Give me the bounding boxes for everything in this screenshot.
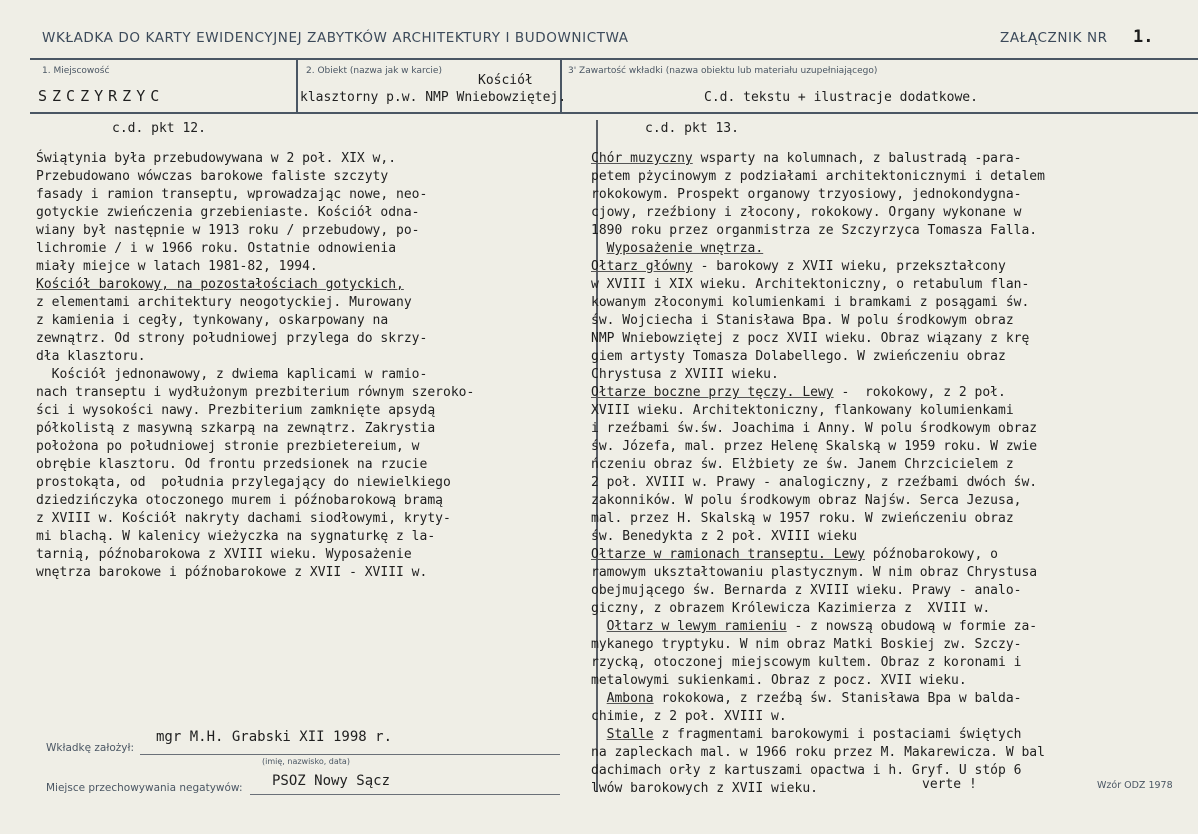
text-line: giczny, z obrazem Królewicza Kazimierza z XVIII w. bbox=[591, 601, 991, 616]
storage-label: Miejsce przechowywania negatywów: bbox=[46, 782, 243, 794]
attachment-number: 1. bbox=[1133, 27, 1154, 47]
text-line: dachimach orły z kartuszami opactwa i h. Gryf. U stóp 6 bbox=[591, 763, 1022, 778]
text-line: Chór muzyczny wsparty na kolumnach, z balustradą -para- bbox=[591, 151, 1022, 166]
text-line: fasady i ramion transeptu, wprowadzając nowe, neo- bbox=[36, 187, 428, 202]
form-id: Wzór ODZ 1978 bbox=[1097, 780, 1173, 791]
underlined-heading: Ambona bbox=[606, 691, 654, 706]
text-line: ramowym ukształtowaniu plastycznym. W nim obraz Chrystusa bbox=[591, 565, 1038, 580]
text-line: z kamienia i cegły, tynkowany, oskarpowany na bbox=[36, 313, 389, 328]
object-value-top: Kościół bbox=[478, 73, 533, 88]
text-line: dziedzińczyka otoczonego murem i późnobarokową bramą bbox=[36, 493, 443, 508]
text-line: Ambona rokokowa, z rzeźbą św. Stanisława Bpa w balda- bbox=[606, 691, 1022, 706]
text-line: ści i wysokości nawy. Prezbiterium zamknięte apsydą bbox=[36, 403, 436, 418]
right-column-heading: c.d. pkt 13. bbox=[645, 121, 739, 136]
text-line: mal. przez H. Skalską w 1957 roku. W zwieńczeniu obraz bbox=[591, 511, 1014, 526]
card-title: WKŁADKA DO KARTY EWIDENCYJNEJ ZABYTKÓW ARCHITEKTURY I BUDOWNICTWA bbox=[42, 30, 629, 46]
text-line: z XVIII w. Kościół nakryty dachami siodłowymi, kryty- bbox=[36, 511, 451, 526]
text-line: lwów barokowych z XVII wieku. bbox=[591, 781, 818, 796]
prepared-value: mgr M.H. Grabski XII 1998 r. bbox=[156, 729, 393, 745]
text-line bbox=[591, 240, 1045, 258]
text-line: dła klasztoru. bbox=[36, 349, 146, 364]
underlined-heading: Ołtarze w ramionach transeptu. Lewy bbox=[591, 547, 865, 562]
underlined-heading: Ołtarz w lewym ramieniu bbox=[606, 619, 787, 634]
text-line: mi blachą. W kalenicy wieżyczka na sygnaturkę z la- bbox=[36, 529, 436, 544]
underlined-heading: Stalle bbox=[606, 727, 654, 742]
text-line: z elementami architektury neogotyckiej. Murowany bbox=[36, 295, 412, 310]
text-line: obejmującego św. Bernarda z XVIII wieku. Prawy - analo- bbox=[591, 583, 1022, 598]
locality-label: 1. Miejscowość bbox=[42, 66, 110, 76]
text-line: 1890 roku przez organmistrza ze Szczyrzyca Tomasza Falla. bbox=[591, 223, 1038, 238]
text-line: wiany był następnie w 1913 roku / przebudowy, po- bbox=[36, 223, 420, 238]
text-line: miały miejce w latach 1981-82, 1994. bbox=[36, 259, 318, 274]
header-rule-top bbox=[30, 58, 1198, 60]
prepared-line bbox=[140, 754, 560, 755]
text-line: Ołtarze boczne przy tęczy. Lewy - rokokowy, z 2 poł. bbox=[591, 385, 1006, 400]
attachment-label: ZAŁĄCZNIK NR bbox=[1000, 30, 1108, 46]
text-line: chimie, z 2 poł. XVIII w. bbox=[591, 709, 787, 724]
right-column-text bbox=[591, 150, 1045, 798]
text-line: położona po południowej stronie prezbietereium, w bbox=[36, 439, 420, 454]
object-label: 2. Obiekt (nazwa jak w karcie) bbox=[306, 66, 442, 76]
underlined-heading: Ołtarze boczne przy tęczy. Lewy bbox=[591, 385, 834, 400]
text-line: 2 poł. XVIII w. Prawy - analogiczny, z rzeźbami dwóch św. bbox=[591, 475, 1038, 490]
underlined-heading: Wyposażenie wnętrza. bbox=[606, 241, 764, 256]
content-label: 3' Zawartość wkładki (nazwa obiektu lub materiału uzupełniającego) bbox=[568, 66, 878, 76]
text-line: ńczeniu obraz św. Elżbiety ze św. Janem Chrzcicielem z bbox=[591, 457, 1014, 472]
text-line: metalowymi sukienkami. Obraz z pocz. XVII wieku. bbox=[591, 673, 967, 688]
text-line: św. Benedykta z 2 poł. XVIII wieku bbox=[591, 529, 858, 544]
text-line: nach transeptu i wydłużonym prezbiterium równym szeroko- bbox=[36, 385, 475, 400]
text-line: rzycką, otoczonej miejscowym kultem. Obraz z koronami i bbox=[591, 655, 1022, 670]
text-line: NMP Wniebowziętej z pocz XVII wieku. Obraz wiązany z krę bbox=[591, 331, 1030, 346]
text-line: zewnątrz. Od strony południowej przylega do skrzy- bbox=[36, 331, 428, 346]
text-line: w XVIII i XIX wieku. Architektoniczny, o retabulum flan- bbox=[591, 277, 1030, 292]
text-line: św. Wojciecha i Stanisława Bpa. W polu środkowym obraz bbox=[591, 313, 1014, 328]
content-value: C.d. tekstu + ilustracje dodatkowe. bbox=[704, 90, 978, 105]
storage-value: PSOZ Nowy Sącz bbox=[272, 773, 391, 789]
text-line: Kościół jednonawowy, z dwiema kaplicami w ramio- bbox=[36, 367, 428, 382]
text-line: Stalle z fragmentami barokowymi i postaciami świętych bbox=[606, 727, 1022, 742]
text-line: półkolistą z masywną szkarpą na zewnątrz. Zakrystia bbox=[36, 421, 436, 436]
verte-note: verte ! bbox=[922, 777, 977, 792]
field-divider-1 bbox=[296, 58, 298, 113]
locality-value: SZCZYRZYC bbox=[38, 87, 165, 105]
text-line: wnętrza barokowe i późnobarokowe z XVII - XVIII w. bbox=[36, 565, 428, 580]
prepared-sublabel: (imię, nazwisko, data) bbox=[262, 757, 350, 766]
left-column-heading: c.d. pkt 12. bbox=[112, 121, 206, 136]
text-line: mykanego tryptyku. W nim obraz Matki Boskiej zw. Szczy- bbox=[591, 637, 1022, 652]
text-line: zakonników. W polu środkowym obraz Najśw. Serca Jezusa, bbox=[591, 493, 1022, 508]
text-line: i rzeźbami św.św. Joachima i Anny. W polu środkowym obraz bbox=[591, 421, 1038, 436]
underlined-heading: Chór muzyczny bbox=[591, 151, 693, 166]
text-line: Ołtarz w lewym ramieniu - z nowszą obudową w formie za- bbox=[606, 619, 1038, 634]
text-line: rokokowym. Prospekt organowy trzyosiowy, jednokondygna- bbox=[591, 187, 1022, 202]
text-line: św. Józefa, mal. przez Helenę Skalską w 1959 roku. W zwie bbox=[591, 439, 1038, 454]
text-line: obrębie klasztoru. Od frontu przedsionek na rzucie bbox=[36, 457, 428, 472]
header-rule-bottom bbox=[30, 112, 1198, 114]
text-line: XVIII wieku. Architektoniczny, flankowany kolumienkami bbox=[591, 403, 1014, 418]
text-line: Ołtarze w ramionach transeptu. Lewy późnobarokowy, o bbox=[591, 547, 998, 562]
text-line: petem pżycinowym z podziałami architektonicznymi i detalem bbox=[591, 169, 1045, 184]
text-line: kowanym złoconymi kolumienkami i bramkami z posągami św. bbox=[591, 295, 1030, 310]
text-line bbox=[36, 276, 474, 294]
text-line: prostokąta, od południa przylegający do niewielkiego bbox=[36, 475, 451, 490]
prepared-label: Wkładkę założył: bbox=[46, 742, 135, 754]
text-line: Przebudowano wówczas barokowe faliste szczyty bbox=[36, 169, 389, 184]
text-line: gotyckie zwieńczenia grzebieniaste. Kościół odna- bbox=[36, 205, 420, 220]
text-line: lichromie / i w 1966 roku. Ostatnie odnowienia bbox=[36, 241, 397, 256]
text-line: cjowy, rzeźbiony i złocony, rokokowy. Organy wykonane w bbox=[591, 205, 1022, 220]
underlined-heading: Ołtarz główny bbox=[591, 259, 693, 274]
text-line: tarnią, późnobarokowa z XVIII wieku. Wyposażenie bbox=[36, 547, 412, 562]
text-line: Świątynia była przebudowywana w 2 poł. XIX w,. bbox=[36, 151, 397, 166]
object-value: klasztorny p.w. NMP Wniebowziętej. bbox=[300, 90, 567, 105]
text-line: na zapleckach mal. w 1966 roku przez M. Makarewicza. W bal bbox=[591, 745, 1045, 760]
left-column-text bbox=[36, 150, 474, 582]
storage-line bbox=[250, 794, 560, 795]
text-line: Ołtarz główny - barokowy z XVII wieku, przekształcony bbox=[591, 259, 1006, 274]
text-line: giem artysty Tomasza Dolabellego. W zwieńczeniu obraz bbox=[591, 349, 1006, 364]
underlined-heading: Kościół barokowy, na pozostałościach gotyckich, bbox=[36, 277, 404, 292]
text-line: Chrystusa z XVIII wieku. bbox=[591, 367, 779, 382]
